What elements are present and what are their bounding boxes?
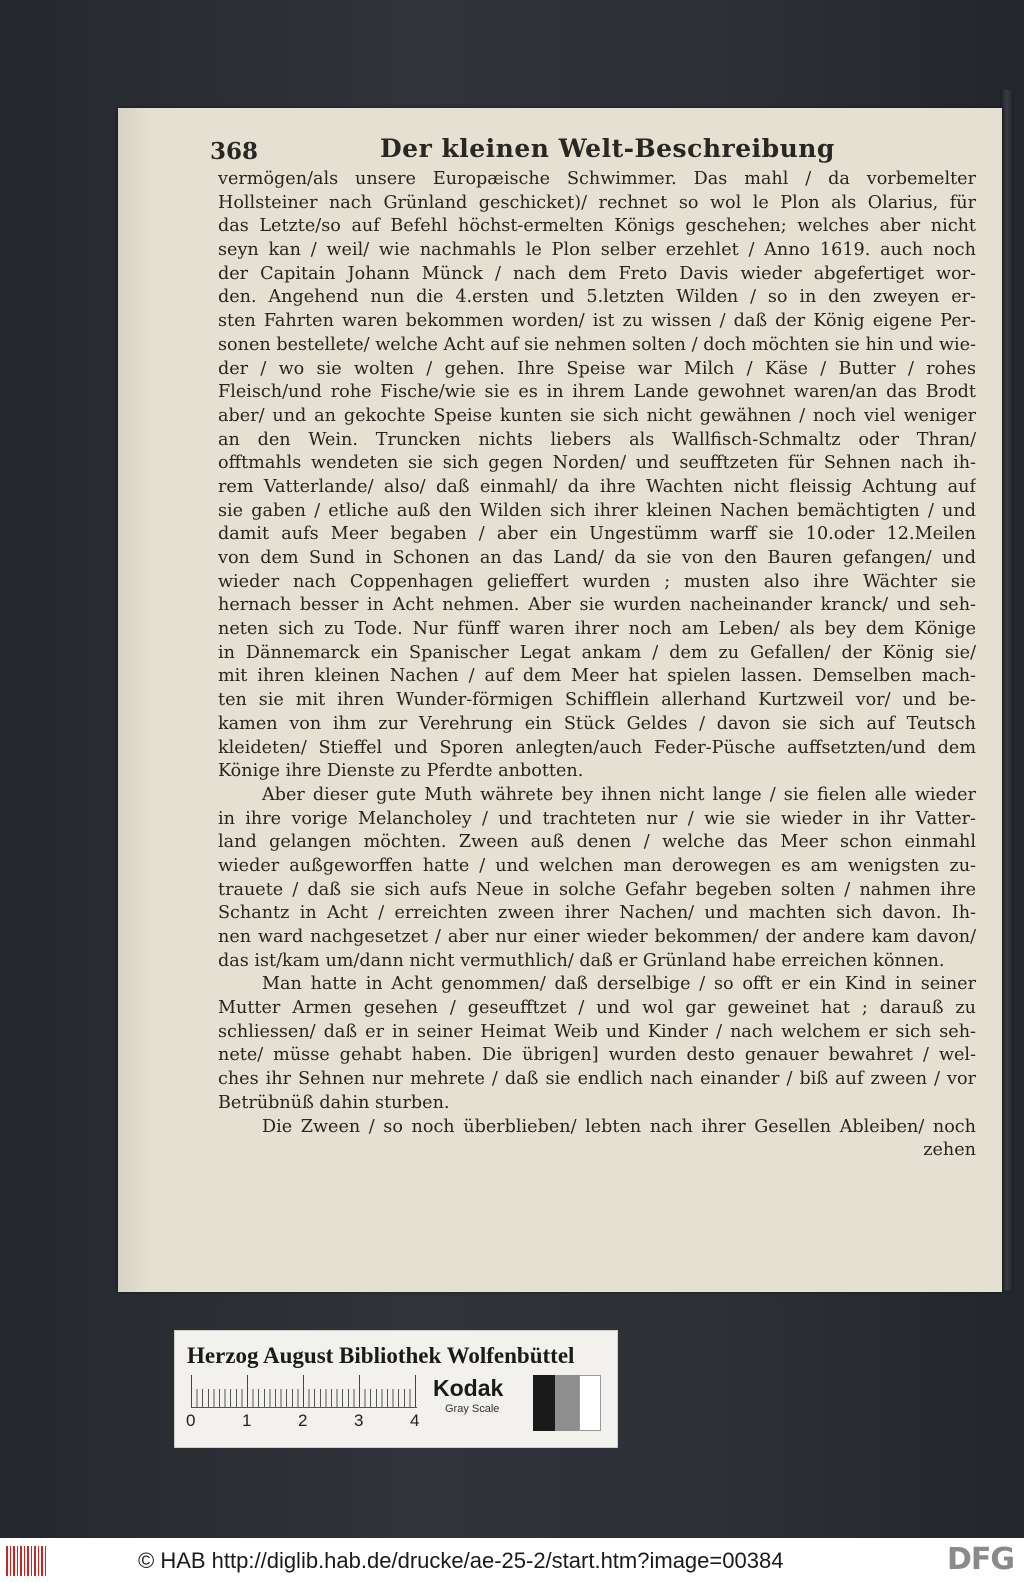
text-line: kamen von ihm zur Verehrung ein Stück Geldes / davon sie sich auf Teutsch bbox=[218, 713, 976, 734]
text-line: den. Angehend nun die 4.ersten und 5.letzten Wilden / so in den zweyen er- bbox=[218, 287, 976, 308]
running-title: Der kleinen Welt-Beschreibung bbox=[380, 134, 835, 163]
text-line: trauete / daß sie sich aufs Neue in solche Gefahr begeben solten / nahmen ihre bbox=[218, 879, 976, 900]
text-line: das ist/kam um/dann nicht vermuthlich/ daß er Grünland habe erreichen können. bbox=[218, 950, 945, 971]
text-line: damit aufs Meer begaben / aber ein Ungestümm warff sie 10.oder 12.Meilen bbox=[218, 524, 976, 545]
text-line: rem Vatterlande/ also/ daß einmahl/ da ihre Wachten nicht fleissig Achtung auf bbox=[218, 476, 976, 497]
text-line: vermögen/als unsere Europæische Schwimmer. Das mahl / da vorbemelter bbox=[218, 169, 976, 189]
text-line: nen ward nachgesetzet / aber nur einer wieder bekommen/ der andere kam davon/ bbox=[218, 927, 976, 947]
ruler-major-tick bbox=[359, 1375, 360, 1407]
running-head bbox=[210, 134, 962, 168]
text-line: sten Fahrten waren bekommen worden/ ist zu wissen / daß der König eigene Per- bbox=[218, 311, 976, 332]
text-line: Betrübnüß dahin sturben. bbox=[218, 1092, 450, 1113]
kodak-subtitle: Gray Scale bbox=[445, 1403, 500, 1415]
library-name: Herzog August Bibliothek Wolfenbüttel bbox=[187, 1343, 575, 1368]
swatch-black bbox=[533, 1375, 555, 1431]
footer-bar bbox=[0, 1538, 1024, 1582]
text-line: das Letzte/so auf Befehl höchst-ermelten Königs geschehen; welches aber nicht bbox=[218, 216, 976, 237]
text-line: Man hatte in Acht genommen/ daß derselbige / so offt er ein Kind in seiner bbox=[262, 974, 976, 995]
text-line: Mutter Armen gesehen / geseufftzet / und wol gar geweinet hat ; darauß zu bbox=[218, 998, 976, 1019]
book-page bbox=[118, 108, 1002, 1292]
text-line: kleideten/ Stieffel und Sporen anlegten/auch Feder-Püsche auffsetzten/und dem bbox=[218, 737, 976, 758]
catchword: zehen bbox=[923, 1140, 976, 1161]
text-line: land gelangen möchten. Zween auß denen / welche das Meer schon einmahl bbox=[218, 832, 976, 853]
text-line: von dem Sund in Schonen an das Land/ da sie von den Bauren gefangen/ und bbox=[218, 548, 976, 568]
text-line: mit ihren kleinen Nachen / auf dem Meer hat spielen lassen. Demselben mach- bbox=[218, 666, 976, 687]
copyright-url[interactable]: © HAB http://diglib.hab.de/drucke/ae-25-2/start.htm?image=00384 bbox=[138, 1548, 784, 1573]
dfg-logo: DFG bbox=[946, 1542, 1014, 1577]
text-line: nete/ müsse gehabt haben. Die übrigen] wurden desto genauer bewahret / wel- bbox=[218, 1045, 976, 1066]
book-edge bbox=[1000, 90, 1014, 1290]
swatch-gray bbox=[555, 1375, 579, 1431]
text-line: in ihre vorige Melancholey / und trachteten nur / wie sie wieder in ihr Vatter- bbox=[218, 808, 976, 829]
page-gutter-shade bbox=[118, 108, 152, 1292]
text-line: der Capitain Johann Münck / nach dem Freto Davis wieder abgefertiget wor- bbox=[218, 263, 976, 284]
text-line: wieder nach Coppenhagen gelieffert wurden ; musten also ihre Wächter sie bbox=[218, 571, 976, 592]
body-text bbox=[218, 168, 976, 1163]
text-line: an den Wein. Truncken nichts liebers als Wallfisch-Schmaltz oder Thran/ bbox=[218, 429, 976, 450]
ruler-major-tick bbox=[303, 1375, 304, 1407]
text-line: aber/ und an gekochte Speise kunten sie sich nicht gewähnen / noch viel weniger bbox=[218, 405, 976, 426]
text-line: in Dännemarck ein Spanischer Legat ankam / dem zu Gefallen/ der König sie/ bbox=[218, 642, 976, 663]
ruler-number: 1 bbox=[242, 1411, 252, 1430]
ruler-number: 4 bbox=[410, 1411, 420, 1430]
text-line: Hollsteiner nach Grünland geschicket)/ rechnet so wol le Plon als Olarius, für bbox=[218, 192, 976, 213]
page-number: 368 bbox=[210, 138, 259, 165]
text-line: ches ihr Sehnen nur mehrete / daß sie endlich nach einander / biß auf zween / vor bbox=[218, 1069, 976, 1090]
text-line: sonen bestellete/ welche Acht auf sie nehmen solten / doch möchten sie hin und wie- bbox=[218, 334, 976, 355]
text-line: wieder außgeworffen hatte / und welchen man derowegen es am wenigsten zu- bbox=[218, 855, 976, 876]
ruler-major-tick bbox=[415, 1375, 416, 1407]
text-line: Schantz in Acht / erreichten zween ihrer Nachen/ und machten sich davon. Ih- bbox=[218, 903, 976, 924]
text-line: sie gaben / etliche auß den Wilden sich ihrer kleinen Nachen bemächtigten / und bbox=[218, 500, 976, 521]
text-line: schliessen/ daß er in seiner Heimat Weib und Kinder / nach welchem er sich seh- bbox=[218, 1021, 976, 1042]
ruler-number: 0 bbox=[186, 1411, 196, 1430]
swatch-white bbox=[579, 1375, 601, 1431]
text-line: offtmahls wendeten sie sich gegen Norden/ und seufftzeten für Sehnen nach ih- bbox=[218, 453, 976, 474]
kodak-logo: Kodak bbox=[433, 1375, 504, 1401]
ruler-major-tick bbox=[191, 1375, 192, 1407]
text-line: Fleisch/und rohe Fische/wie sie es in ihrem Lande gewohnet waren/an das Brodt bbox=[218, 382, 976, 403]
text-line: neten sich zu Tode. Nur fünff waren ihrer noch am Leben/ als bey dem Könige bbox=[218, 619, 976, 640]
color-calibration-chart bbox=[174, 1330, 618, 1448]
text-line: Aber dieser gute Muth währete bey ihnen nicht lange / sie fielen alle wieder bbox=[262, 784, 976, 805]
text-line: ten sie mit ihren Wunder-förmigen Schifflein allerhand Kurtzweil vor/ und be- bbox=[218, 690, 976, 711]
ruler-number: 2 bbox=[298, 1411, 308, 1430]
ruler-major-tick bbox=[247, 1375, 248, 1407]
text-line: Die Zween / so noch überblieben/ lebten nach ihrer Gesellen Ableiben/ noch bbox=[262, 1116, 976, 1137]
text-line: seyn kan / weil/ wie nachmahls le Plon selber erzehlet / Anno 1619. auch noch bbox=[218, 240, 976, 261]
hab-barcode-icon bbox=[6, 1546, 48, 1576]
ruler-number: 3 bbox=[354, 1411, 364, 1430]
text-line: Könige ihre Dienste zu Pferdte anbotten. bbox=[218, 761, 584, 782]
text-line: der / wo sie wolten / gehen. Ihre Speise war Milch / Käse / Butter / rohes bbox=[218, 358, 976, 379]
text-line: hernach besser in Acht nehmen. Aber sie wurden nacheinander kranck/ und seh- bbox=[218, 595, 976, 616]
scale-ruler bbox=[191, 1379, 417, 1408]
